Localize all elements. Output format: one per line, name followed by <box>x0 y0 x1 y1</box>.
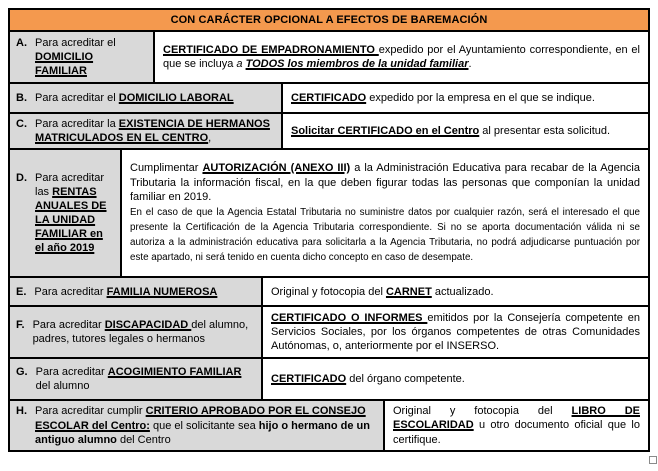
row-a-content-cell <box>155 32 648 82</box>
table-row-h <box>10 399 648 450</box>
table-row-b <box>10 82 648 112</box>
row-h-label-cell <box>10 401 385 450</box>
table-row-a <box>10 30 648 82</box>
row-e-label-cell <box>10 278 263 305</box>
row-content-paragraph-1: Cumplimentar AUTORIZACIÓN (ANEXO III) a la Administración Educativa para recabar de la Agencia Tributaria la información fiscal, en la que deben figurar todas las personas que componían la unidad familiar en 2019. <box>130 162 640 203</box>
row-letter: E. <box>16 285 27 298</box>
row-a-label-cell <box>10 32 155 82</box>
row-b-label-cell <box>10 84 283 112</box>
row-label: Para acreditar las RENTAS ANUALES DE LA UNIDAD FAMILIAR en el año 2019 <box>35 171 107 255</box>
table-row-g <box>10 357 648 399</box>
row-content: CERTIFICADO del órgano competente. <box>271 373 465 385</box>
row-d-label-cell <box>10 150 122 276</box>
row-g-label-cell <box>10 359 263 399</box>
row-f-content-cell <box>263 307 648 357</box>
row-content: Solicitar CERTIFICADO en el Centro al presentar esta solicitud. <box>291 124 611 137</box>
row-content: CERTIFICADO DE EMPADRONAMIENTO expedido por el Ayuntamiento correspondiente, en el que se incluya a TODOS los miembros de la unidad familiar. <box>163 43 640 70</box>
row-content: CERTIFICADO O INFORMES emitidos por la Consejería competente en Servicios Sociales, por los órganos competentes de otras Comunidades Autónomas, o, anteriormente por el INSERSO. <box>271 311 640 353</box>
table-header <box>10 10 648 30</box>
row-letter: F. <box>16 319 25 332</box>
table-row-f <box>10 305 648 357</box>
row-label: Para acreditar ACOGIMIENTO FAMILIAR del alumno <box>35 366 242 393</box>
row-label: Para acreditar el DOMICILIO LABORAL <box>35 91 234 104</box>
row-b-content-cell <box>283 84 648 112</box>
row-g-content-cell <box>263 359 648 399</box>
row-c-content-cell <box>283 114 648 148</box>
row-content-paragraph-2: En el caso de que la Agencia Estatal Tributaria no suministre datos por cualquier razón, será el interesado el que presente la Certificación de la Agencia Tributaria correspondiente. Si no se aporta documentación válida ni se autoriza a la administración educativa para solicitarla a la Agencia Tributaria, no podrá adjudicarse puntuación por este apartado, ni será tenido en cuenta dicho concepto en caso de desempate. <box>130 207 640 264</box>
row-letter: B. <box>16 91 27 104</box>
row-label: Para acreditar la EXISTENCIA DE HERMANOS MATRICULADOS EN EL CENTRO, <box>35 118 270 145</box>
row-content: Original y fotocopia del CARNET actualizado. <box>271 285 494 298</box>
end-of-document-marker <box>649 456 657 464</box>
row-label: Para acreditar el DOMICILIO FAMILIAR <box>35 36 116 78</box>
row-label: Para acreditar DISCAPACIDAD del alumno, padres, tutores legales o hermanos <box>32 319 249 346</box>
row-h-content-cell <box>385 401 648 450</box>
row-label: Para acreditar cumplir CRITERIO APROBADO POR EL CONSEJO ESCOLAR del Centro: que el solicitante sea hijo o hermano de un antiguo alumno del Centro <box>35 405 370 446</box>
row-c-label-cell <box>10 114 283 148</box>
row-letter: H. <box>16 405 27 418</box>
row-letter: G. <box>16 366 28 379</box>
row-e-content-cell <box>263 278 648 305</box>
row-letter: C. <box>16 118 27 130</box>
row-f-label-cell <box>10 307 263 357</box>
baremacion-table <box>8 8 650 452</box>
table-row-c <box>10 112 648 148</box>
row-letter: A. <box>16 36 27 49</box>
table-row-e <box>10 276 648 305</box>
table-title: CON CARÁCTER OPCIONAL A EFECTOS DE BAREMACIÓN <box>170 14 488 26</box>
row-label: Para acreditar FAMILIA NUMEROSA <box>34 285 218 298</box>
row-content: CERTIFICADO expedido por la empresa en el que se indique. <box>291 91 595 104</box>
row-d-content-cell <box>122 150 648 276</box>
row-letter: D. <box>16 171 27 184</box>
row-content: Original y fotocopia del LIBRO DE ESCOLARIDAD u otro documento oficial que lo certifique. <box>393 405 640 446</box>
table-row-d <box>10 148 648 276</box>
